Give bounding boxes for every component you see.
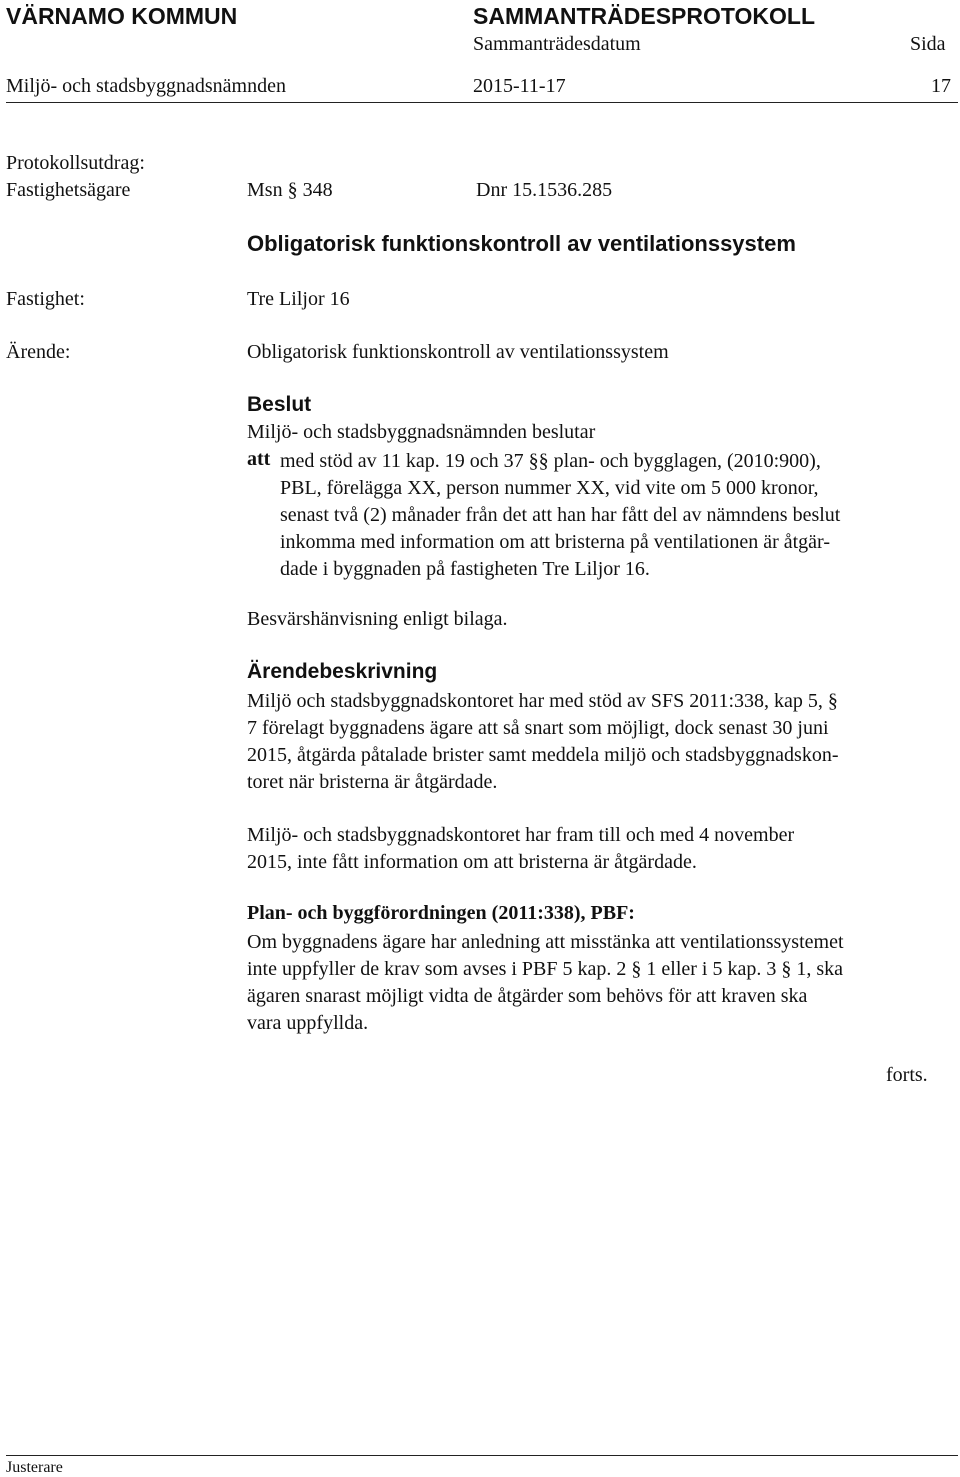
description-line: 2015, åtgärda påtalade brister samt meddela miljö och stadsbyggnadskon- bbox=[247, 744, 839, 766]
decision-line: inkomma med information om att bristerna på ventilationen är åtgär- bbox=[280, 531, 830, 553]
extract-label: Protokollsutdrag: bbox=[6, 152, 145, 174]
decision-line: med stöd av 11 kap. 19 och 37 §§ plan- och bygglagen, (2010:900), bbox=[280, 450, 821, 472]
decision-line: PBL, förelägga XX, person nummer XX, vid vite om 5 000 kronor, bbox=[280, 477, 819, 499]
regulation-line: ägaren snarast möjligt vidta de åtgärder som behövs för att kraven ska bbox=[247, 985, 808, 1007]
property-value: Tre Liljor 16 bbox=[247, 288, 350, 310]
org-name: VÄRNAMO KOMMUN bbox=[6, 3, 238, 29]
section-number: Msn § 348 bbox=[247, 179, 333, 201]
header-divider bbox=[6, 102, 958, 103]
regulation-heading: Plan- och byggförordningen (2011:338), PBF: bbox=[247, 902, 635, 924]
decision-intro: Miljö- och stadsbyggnadsnämnden beslutar bbox=[247, 421, 596, 443]
continued-note: forts. bbox=[886, 1064, 928, 1086]
description-paragraph-2 bbox=[247, 822, 794, 876]
meeting-date: 2015-11-17 bbox=[473, 75, 566, 97]
appeal-note: Besvärshänvisning enligt bilaga. bbox=[247, 608, 508, 630]
decision-line: senast två (2) månader från det att han har fått del av nämndens beslut bbox=[280, 504, 841, 526]
meeting-date-label: Sammanträdesdatum bbox=[473, 33, 641, 55]
description-line: Miljö- och stadsbyggnadskontoret har fram till och med 4 november bbox=[247, 824, 795, 846]
decision-line: dade i byggnaden på fastigheten Tre Liljor 16. bbox=[280, 558, 650, 580]
footer-divider bbox=[6, 1455, 958, 1456]
document-title: Obligatorisk funktionskontroll av ventilationssystem bbox=[247, 231, 796, 256]
decision-text bbox=[280, 448, 840, 583]
decision-heading: Beslut bbox=[247, 393, 312, 416]
description-line: 2015, inte fått information om att bristerna är åtgärdade. bbox=[247, 851, 697, 873]
extract-recipient: Fastighetsägare bbox=[6, 179, 131, 201]
description-heading: Ärendebeskrivning bbox=[247, 660, 438, 683]
page-label: Sida bbox=[910, 33, 946, 55]
page-number: 17 bbox=[931, 75, 951, 97]
decision-att: att bbox=[247, 448, 271, 470]
description-line: toret när bristerna är åtgärdade. bbox=[247, 771, 498, 793]
regulation-line: vara uppfyllda. bbox=[247, 1012, 369, 1034]
regulation-line: Om byggnadens ägare har anledning att misstänka att ventilationssystemet bbox=[247, 931, 844, 953]
description-line: 7 förelagt byggnadens ägare att så snart som möjligt, dock senast 30 juni bbox=[247, 717, 829, 739]
case-number: Dnr 15.1536.285 bbox=[476, 179, 613, 201]
regulation-line: inte uppfyller de krav som avses i PBF 5 kap. 2 § 1 eller i 5 kap. 3 § 1, ska bbox=[247, 958, 844, 980]
footer-label: Justerare bbox=[6, 1459, 63, 1476]
description-paragraph-1 bbox=[247, 688, 839, 796]
description-line: Miljö och stadsbyggnadskontoret har med stöd av SFS 2011:338, kap 5, § bbox=[247, 690, 838, 712]
matter-label: Ärende: bbox=[6, 341, 71, 363]
property-label: Fastighet: bbox=[6, 288, 85, 310]
committee-name: Miljö- och stadsbyggnadsnämnden bbox=[6, 75, 286, 97]
regulation-text bbox=[247, 929, 844, 1037]
matter-value: Obligatorisk funktionskontroll av ventilationssystem bbox=[247, 341, 669, 363]
document-type: SAMMANTRÄDESPROTOKOLL bbox=[473, 3, 816, 29]
